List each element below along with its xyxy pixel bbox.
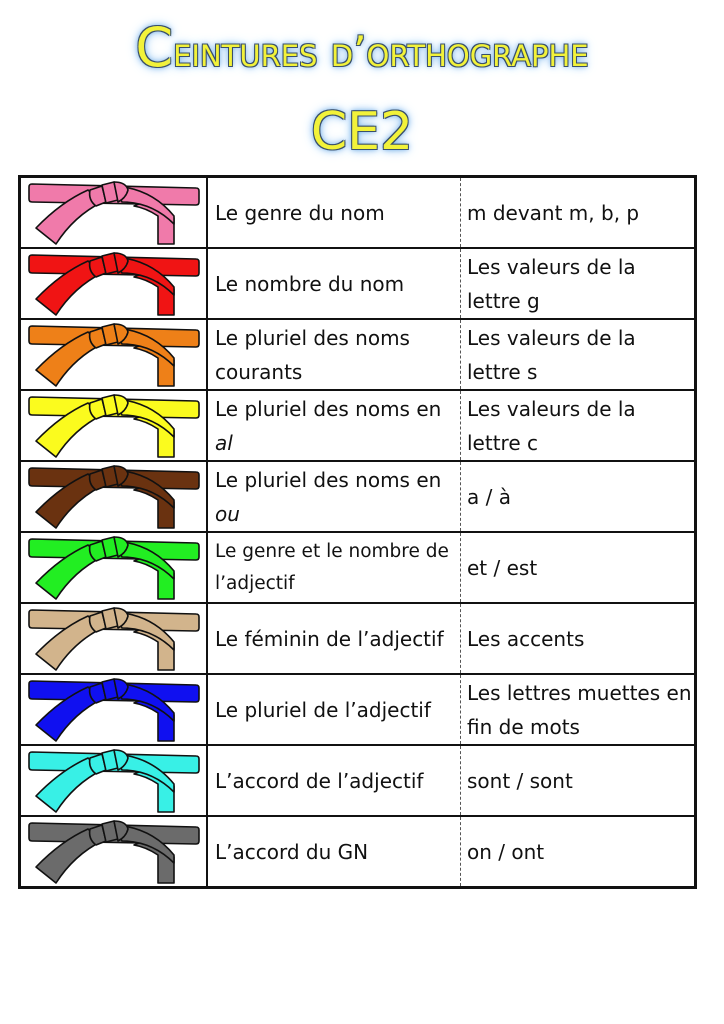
topic-text: L’accord de l’adjectif [215, 768, 424, 793]
belt-cell [20, 319, 208, 390]
belt-cell [20, 674, 208, 745]
table-row-gray-belt [20, 816, 696, 888]
table-row-blue-belt [20, 674, 696, 745]
turquoise-belt-icon [26, 748, 202, 814]
table-row-orange-belt [20, 319, 696, 390]
skill-text: et / est [467, 555, 538, 580]
pink-belt-icon [26, 180, 202, 246]
belt-cell [20, 603, 208, 674]
skill-text: sont / sont [467, 768, 573, 793]
belt-cell [20, 390, 208, 461]
orange-belt-icon [26, 322, 202, 388]
topic-text: Le féminin de l’adjectif [215, 626, 444, 651]
topic-cell [207, 248, 461, 319]
topic-cell [207, 816, 461, 888]
yellow-belt-icon [26, 393, 202, 459]
belt-cell [20, 177, 208, 249]
brown-belt-icon [26, 464, 202, 530]
topic-italic-text: al [215, 430, 233, 455]
skill-text: Les accents [467, 626, 585, 651]
topic-cell [207, 603, 461, 674]
belt-table [18, 175, 697, 889]
table-row-red-belt [20, 248, 696, 319]
title-rest: eintures d’orthographe [173, 27, 589, 76]
page-subtitle-level: CE2 [310, 102, 414, 162]
topic-cell [207, 532, 461, 603]
green-belt-icon [26, 535, 202, 601]
skill-text: Les lettres muettes en fin de mots [467, 680, 692, 739]
skill-cell [461, 390, 696, 461]
skill-cell [461, 532, 696, 603]
skill-text: m devant m, b, p [467, 200, 640, 225]
table-row-pink-belt [20, 177, 696, 249]
belt-cell [20, 532, 208, 603]
topic-text: Le nombre du nom [215, 271, 405, 296]
topic-text: Le pluriel des noms en [215, 396, 442, 421]
red-belt-icon [26, 251, 202, 317]
table-row-yellow-belt [20, 390, 696, 461]
table-row-brown-belt [20, 461, 696, 532]
table-row-beige-belt [20, 603, 696, 674]
topic-italic-text: ou [215, 501, 240, 526]
skill-cell [461, 674, 696, 745]
topic-cell [207, 390, 461, 461]
topic-cell [207, 319, 461, 390]
belt-cell [20, 816, 208, 888]
topic-cell [207, 461, 461, 532]
gray-belt-icon [26, 819, 202, 885]
topic-text: Le pluriel des noms en [215, 467, 442, 492]
skill-cell [461, 603, 696, 674]
skill-text: Les valeurs de la lettre c [467, 396, 636, 455]
page-title [0, 18, 724, 82]
skill-text: Les valeurs de la lettre s [467, 325, 636, 384]
topic-text: Le genre du nom [215, 200, 385, 225]
topic-cell [207, 674, 461, 745]
belt-cell [20, 248, 208, 319]
skill-cell [461, 461, 696, 532]
topic-text: Le genre et le nombre de l’adjectif [215, 540, 449, 594]
belt-cell [20, 745, 208, 816]
table-row-green-belt [20, 532, 696, 603]
topic-text: Le pluriel des noms courants [215, 325, 410, 384]
skill-text: on / ont [467, 839, 545, 864]
skill-text: a / à [467, 484, 511, 509]
skill-text: Les valeurs de la lettre g [467, 254, 636, 313]
topic-cell [207, 177, 461, 249]
blue-belt-icon [26, 677, 202, 743]
skill-cell [461, 177, 696, 249]
topic-text: L’accord du GN [215, 839, 369, 864]
beige-belt-icon [26, 606, 202, 672]
topic-cell [207, 745, 461, 816]
belt-cell [20, 461, 208, 532]
skill-cell [461, 816, 696, 888]
skill-cell [461, 248, 696, 319]
skill-cell [461, 319, 696, 390]
skill-cell [461, 745, 696, 816]
topic-text: Le pluriel de l’adjectif [215, 697, 431, 722]
table-row-turquoise-belt [20, 745, 696, 816]
title-initial: C [135, 16, 174, 79]
